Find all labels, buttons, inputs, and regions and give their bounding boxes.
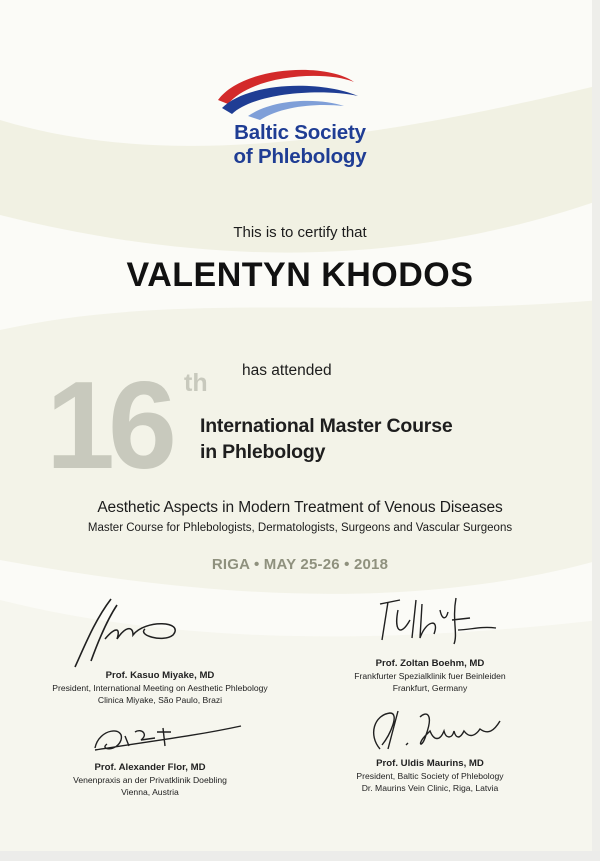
signatory-location: Dr. Maurins Vein Clinic, Riga, Latvia [361,783,499,793]
page-edge-bottom [0,851,600,861]
course-ordinal-suffix: th [184,369,208,397]
signatory-flor [30,762,270,798]
signatory-name: Prof. Kasuo Miyake, MD [105,670,215,681]
signatory-location: Clinica Miyake, São Paulo, Brazi [97,695,223,705]
signatory-affiliation: President, International Meeting on Aesthetic Phlebology [52,683,268,693]
signature-flor [85,718,245,760]
signatory-name: Prof. Alexander Flor, MD [94,762,206,773]
place-and-date: RIGA • MAY 25-26 • 2018 [211,556,389,573]
course-number: 16 [46,357,170,495]
certify-text: This is to certify that [233,224,367,241]
attended-text: has attended [242,362,332,379]
signatory-name: Prof. Uldis Maurins, MD [376,758,484,769]
course-title-line1: International Master Course [200,415,453,437]
signatory-location: Frankfurt, Germany [392,683,468,693]
signature-boehm [370,590,505,650]
society-logo [208,60,362,126]
signatory-name: Prof. Zoltan Boehm, MD [375,658,485,669]
signatory-maurins [300,758,560,794]
signatory-miyake [20,670,300,706]
signatory-affiliation: Venenpraxis an der Privatklinik Doebling [73,775,227,785]
course-audience: Master Course for Phlebologists, Dermatologists, Surgeons and Vascular Surgeons [87,522,513,534]
course-title-line2: in Phlebology [200,441,326,463]
signatory-affiliation: President, Baltic Society of Phlebology [356,771,504,781]
signatory-affiliation: Frankfurter Spezialklinik fuer Beinleiden [354,671,506,681]
organization-name-line2: of Phlebology [233,145,367,168]
signature-miyake [55,595,195,670]
signature-maurins [360,705,510,755]
course-subtitle: Aesthetic Aspects in Modern Treatment of Venous Diseases [97,499,503,516]
recipient-name: VALENTYN KHODOS [126,256,474,294]
signatory-location: Vienna, Austria [121,787,179,797]
signatory-boehm [300,658,560,694]
organization-name-line1: Baltic Society [234,121,366,144]
